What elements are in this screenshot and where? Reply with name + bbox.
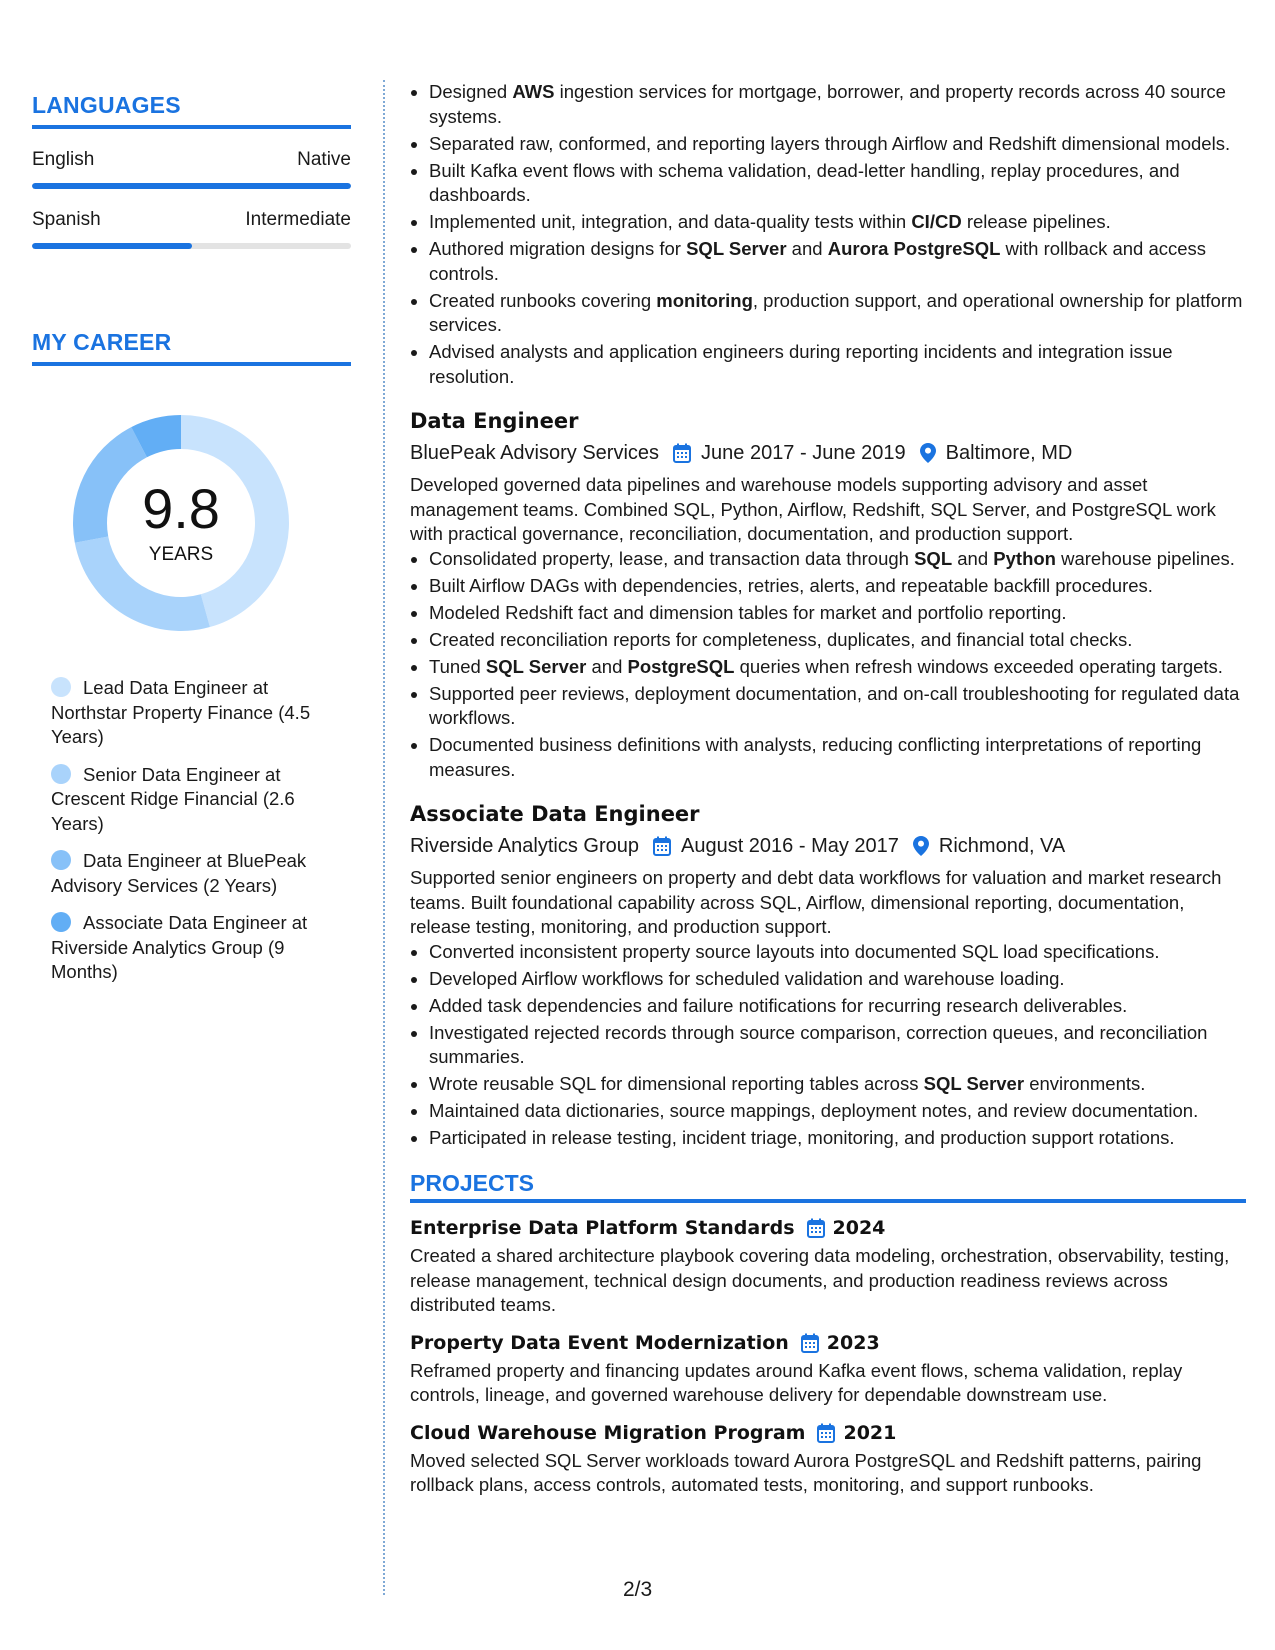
bullet-item: [429, 655, 1246, 680]
bullet-text: and: [952, 547, 994, 569]
project-year: 2023: [826, 1331, 880, 1354]
project-name: Cloud Warehouse Migration Program: [410, 1421, 806, 1444]
bullet-item: [429, 237, 1246, 286]
career-donut-chart: [66, 408, 296, 638]
bullet-list: [410, 547, 1246, 783]
bullet-text: release pipelines.: [961, 211, 1111, 232]
project-description: Moved selected SQL Server workloads toward Aurora PostgreSQL and Redshift patterns, pairing rollback plans, access controls, automated tests, monitoring, and support runbooks.: [410, 1449, 1202, 1495]
bullet-text: Converted inconsistent property source layouts into documented SQL load specifications.: [429, 940, 1160, 962]
bullet-text: Supported peer reviews, deployment documentation, and on-call troubleshooting for regulated data workflows.: [429, 682, 1240, 728]
bullet-text: Built Kafka event flows with schema validation, dead-letter handling, replay procedures, and dashboards.: [429, 159, 1180, 205]
project-year: 2024: [832, 1217, 886, 1239]
bullet-keyword: SQL: [914, 547, 953, 569]
bullet-item: [429, 1021, 1246, 1070]
project-year: 2021: [843, 1421, 897, 1444]
language-item: [32, 149, 351, 189]
bullet-text: Consolidated property, lease, and transaction data through: [429, 547, 915, 569]
bullet-item: [429, 159, 1246, 208]
bullet-text: Added task dependencies and failure notifications for recurring research deliverables.: [429, 994, 1128, 1016]
bullet-text: Separated raw, conformed, and reporting layers through Airflow and Redshift dimensional models.: [429, 132, 1231, 154]
page-number: 2/3: [623, 1578, 653, 1601]
project-name: Enterprise Data Platform Standards: [410, 1217, 795, 1239]
legend-item: [51, 911, 321, 985]
bullet-text: warehouse pipelines.: [1055, 547, 1235, 569]
column-divider: [383, 80, 385, 1595]
location-pin-icon: [920, 443, 936, 463]
bullet-text: ingestion services for mortgage, borrower, and property records across 40 source systems.: [429, 81, 1226, 127]
bullet-text: Advised analysts and application engineers during reporting incidents and integration issue resolution.: [429, 341, 1173, 387]
language-proficiency-fill: [32, 183, 351, 189]
calendar-icon: [653, 836, 671, 856]
bullet-item: [429, 340, 1246, 389]
legend-label: Lead Data Engineer at Northstar Property Finance (4.5 Years): [51, 677, 311, 747]
bullet-keyword: Python: [993, 547, 1056, 569]
bullet-item: [429, 547, 1246, 572]
bullet-text: Maintained data dictionaries, source mappings, deployment notes, and review documentation.: [429, 1100, 1199, 1121]
bullet-item: [429, 994, 1246, 1019]
bullet-item: [429, 601, 1246, 626]
job-dates: June 2017 - June 2019: [701, 442, 906, 464]
bullet-text: with rollback and access controls.: [429, 238, 1207, 284]
job-description: Supported senior engineers on property and debt data workflows for valuation and market research teams. Built foundational capability across SQL, Airflow, dimensional reporting, documentation, release testing, monitoring, and production support.: [410, 867, 1222, 937]
career-legend: [51, 676, 351, 985]
bullet-text: Modeled Redshift fact and dimension tables for market and portfolio reporting.: [429, 601, 1067, 623]
bullet-text: Designed: [429, 81, 513, 102]
bullet-text: and: [586, 655, 628, 677]
legend-item: [51, 676, 321, 750]
bullet-text: , production support, and operational ownership for platform services.: [429, 289, 1243, 335]
language-name: Spanish: [32, 209, 101, 230]
job-location: Baltimore, MD: [945, 442, 1073, 464]
project-entry: [410, 1330, 1246, 1408]
calendar-icon: [801, 1333, 819, 1353]
career-heading: MY CAREER: [32, 329, 351, 366]
job-title: Data Engineer: [410, 409, 579, 433]
company-name: BluePeak Advisory Services: [410, 442, 660, 464]
language-level: Native: [297, 149, 351, 170]
bullet-item: [429, 574, 1246, 599]
calendar-icon: [807, 1218, 825, 1238]
job-meta: [410, 439, 1246, 467]
legend-swatch: [51, 677, 71, 697]
language-proficiency-bar: [32, 183, 351, 189]
bullet-text: Documented business definitions with analysts, reducing conflicting interpretations of reporting measures.: [429, 734, 1202, 780]
bullet-keyword: monitoring: [656, 289, 753, 311]
bullet-text: Wrote reusable SQL for dimensional reporting tables across: [429, 1073, 924, 1094]
main-content: [410, 80, 1246, 1498]
company-name: Riverside Analytics Group: [410, 835, 639, 857]
bullet-text: Investigated rejected records through source comparison, correction queues, and reconciliation summaries.: [429, 1021, 1208, 1067]
legend-swatch: [51, 764, 71, 784]
bullet-item: [429, 80, 1246, 129]
bullet-text: Authored migration designs for: [429, 238, 687, 259]
bullet-item: [429, 289, 1246, 338]
bullet-keyword: Aurora PostgreSQL: [827, 238, 1001, 259]
bullet-keyword: PostgreSQL: [627, 655, 735, 677]
language-proficiency-bar: [32, 243, 351, 249]
bullet-keyword: AWS: [512, 81, 555, 102]
job-dates: August 2016 - May 2017: [680, 835, 899, 857]
location-pin-icon: [913, 836, 929, 856]
legend-label: Associate Data Engineer at Riverside Analytics Group (9 Months): [51, 912, 308, 982]
bullet-item: [429, 1099, 1246, 1124]
bullet-keyword: SQL Server: [923, 1073, 1025, 1094]
legend-label: Senior Data Engineer at Crescent Ridge Financial (2.6 Years): [51, 763, 295, 834]
job-entry: [410, 800, 1246, 1151]
project-name: Property Data Event Modernization: [410, 1331, 789, 1354]
legend-swatch: [51, 912, 71, 932]
legend-swatch: [51, 850, 71, 870]
projects-heading: PROJECTS: [410, 1171, 1246, 1204]
sidebar: [32, 92, 351, 998]
calendar-icon: [817, 1423, 835, 1443]
language-level: Intermediate: [245, 209, 351, 230]
job-description: Developed governed data pipelines and warehouse models supporting advisory and asset management teams. Combined SQL, Python, Airflow, Redshift, SQL Server, and PostgreSQL work with practical governance, reconciliation, documentation, and production support.: [410, 474, 1216, 544]
bullet-keyword: SQL Server: [485, 655, 587, 677]
bullet-item: [429, 132, 1246, 157]
language-proficiency-fill: [32, 243, 192, 249]
project-description: Reframed property and financing updates around Kafka event flows, schema validation, replay controls, lineage, and governed warehouse delivery for dependable downstream use.: [410, 1359, 1183, 1405]
legend-item: [51, 849, 321, 898]
bullet-item: [429, 210, 1246, 235]
bullet-text: environments.: [1024, 1073, 1146, 1094]
job-meta: [410, 832, 1246, 860]
bullet-text: Created runbooks covering: [429, 289, 657, 311]
bullet-text: Participated in release testing, incident triage, monitoring, and production support rotations.: [429, 1127, 1175, 1148]
bullet-text: queries when refresh windows exceeded operating targets.: [734, 655, 1223, 677]
job-location: Richmond, VA: [938, 835, 1066, 857]
legend-label: Data Engineer at BluePeak Advisory Services (2 Years): [51, 850, 307, 896]
project-description: Created a shared architecture playbook covering data modeling, orchestration, observability, testing, release management, technical design documents, and production readiness reviews across distributed teams.: [410, 1245, 1230, 1315]
project-entry: [410, 1215, 1246, 1318]
bullet-text: Created reconciliation reports for completeness, duplicates, and financial total checks.: [429, 628, 1133, 650]
bullet-keyword: SQL Server: [686, 238, 787, 259]
bullet-text: Developed Airflow workflows for scheduled validation and warehouse loading.: [429, 967, 1065, 989]
bullet-item: [429, 733, 1246, 782]
bullet-item: [429, 1126, 1246, 1151]
job-title: Associate Data Engineer: [410, 802, 700, 826]
project-entry: [410, 1420, 1246, 1498]
bullet-item: [429, 682, 1246, 731]
bullet-item: [429, 940, 1246, 965]
career-total-value: 9.8: [142, 477, 220, 540]
bullet-keyword: CI/CD: [911, 211, 962, 232]
bullet-text: Implemented unit, integration, and data-quality tests within: [429, 211, 912, 232]
languages-heading: LANGUAGES: [32, 92, 351, 129]
bullet-item: [429, 628, 1246, 653]
bullet-list: [410, 80, 1246, 389]
legend-item: [51, 763, 321, 837]
bullet-item: [429, 967, 1246, 992]
language-name: English: [32, 149, 95, 170]
bullet-list: [410, 940, 1246, 1151]
bullet-text: Built Airflow DAGs with dependencies, retries, alerts, and repeatable backfill procedures.: [429, 574, 1153, 596]
calendar-icon: [673, 443, 691, 463]
bullet-text: Tuned: [429, 655, 486, 677]
bullet-text: and: [786, 238, 828, 259]
job-entry: [410, 407, 1246, 782]
career-total-unit: YEARS: [148, 544, 214, 565]
bullet-item: [429, 1072, 1246, 1097]
language-item: [32, 209, 351, 249]
